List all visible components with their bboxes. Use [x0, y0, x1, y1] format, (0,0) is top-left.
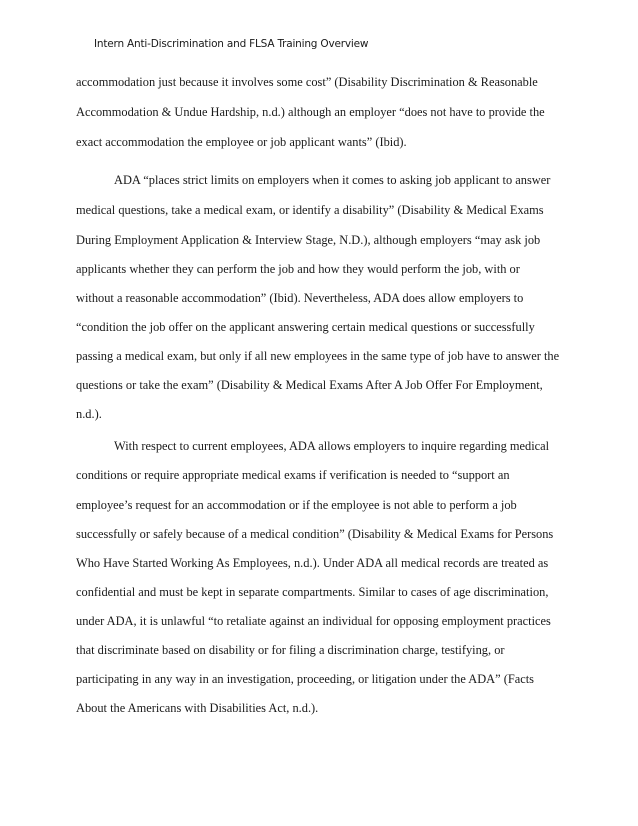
- text-line: About the Americans with Disabilities Act, n.d.).: [76, 701, 319, 715]
- text-line: “condition the job offer on the applicant answering certain medical questions or successfully: [76, 320, 535, 334]
- paragraph-first-line: ADA “places strict limits on employers when it comes to asking job applicant to answer: [114, 173, 551, 187]
- text-line: passing a medical exam, but only if all new employees in the same type of job have to answer the: [76, 349, 560, 363]
- text-line: conditions or require appropriate medical exams if verification is needed to “support an: [76, 468, 510, 482]
- text-line: confidential and must be kept in separate compartments. Similar to cases of age discrimination,: [76, 585, 549, 599]
- paragraph-first-line: With respect to current employees, ADA allows employers to inquire regarding medical: [114, 439, 550, 453]
- text-line: n.d.).: [76, 407, 102, 421]
- text-line: participating in any way in an investigation, proceeding, or litigation under the ADA” (Facts: [76, 672, 534, 686]
- text-line: accommodation just because it involves some cost” (Disability Discrimination & Reasonable: [76, 75, 538, 89]
- text-line: that discriminate based on disability or for filing a discrimination charge, testifying, or: [76, 643, 505, 657]
- text-line: successfully or safely because of a medical condition” (Disability & Medical Exams for Persons: [76, 527, 554, 541]
- text-line: under ADA, it is unlawful “to retaliate against an individual for opposing employment practices: [76, 614, 551, 628]
- text-line: medical questions, take a medical exam, or identify a disability” (Disability & Medical Exams: [76, 203, 544, 217]
- text-line: without a reasonable accommodation” (Ibid). Nevertheless, ADA does allow employers to: [76, 291, 524, 305]
- text-line: questions or take the exam” (Disability & Medical Exams After A Job Offer For Employment,: [76, 378, 543, 392]
- text-line: Who Have Started Working As Employees, n.d.). Under ADA all medical records are treated as: [76, 556, 549, 570]
- text-line: exact accommodation the employee or job applicant wants” (Ibid).: [76, 135, 407, 149]
- text-line: applicants whether they can perform the job and how they would perform the job, with or: [76, 262, 520, 276]
- text-line: Accommodation & Undue Hardship, n.d.) although an employer “does not have to provide the: [76, 105, 545, 119]
- text-line: During Employment Application & Interview Stage, N.D.), although employers “may ask job: [76, 233, 541, 247]
- running-header: Intern Anti-Discrimination and FLSA Training Overview: [94, 38, 369, 50]
- text-line: employee’s request for an accommodation or if the employee is not able to perform a job: [76, 498, 517, 512]
